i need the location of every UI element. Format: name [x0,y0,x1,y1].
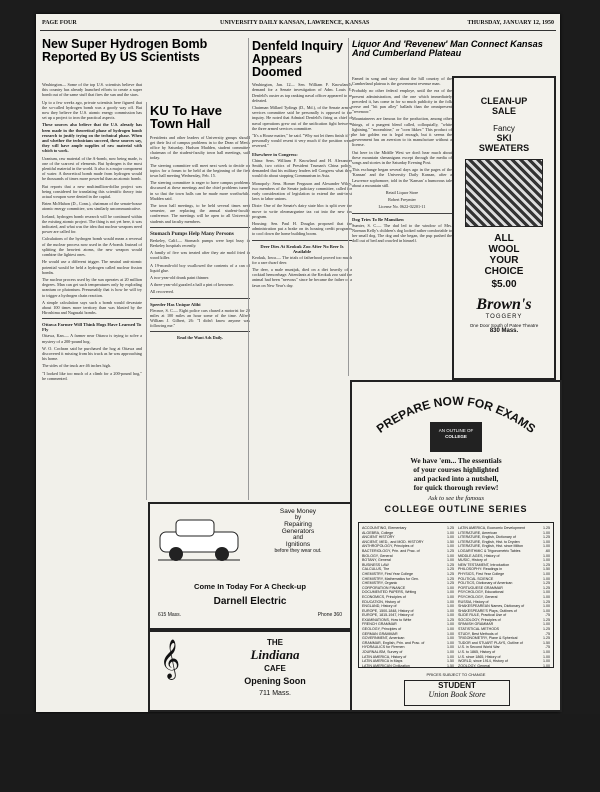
store-name: STUDENT [438,681,476,690]
car-icon [156,514,242,564]
ad-line: THE [267,638,283,647]
outline-subject: LATIN AMERICAN Civilization [362,663,410,668]
newspaper-title: UNIVERSITY DAILY KANSAN, LAWRENCE, KANSAS [220,20,370,26]
store-logo [404,680,510,706]
article-paragraph: Presidents and other leaders of University groups should get their list of campus problems in to the Dean of Men's office by Saturday. Hudson Madden, student committee chairman of the student-faculty town hall meetings, said today. [150,134,250,161]
outline-price: 1.00 [447,627,454,632]
prices-note: PRICES SUBJECT TO CHANGE [426,672,486,677]
outline-subject: LITERATURE, American [458,530,498,535]
arc-heading-text: PREPARE NOW FOR EXAMS [373,393,539,436]
article-paragraph: The steering committee is eager to have campus problems discussed at these meetings and the chief problems turned in so that the town halls can be made more worthwhile. Madden said. [150,180,250,201]
ad-line: SALE [491,106,516,116]
outline-price: 1.00 [447,622,454,627]
column-3 [248,38,352,500]
article-paragraph: China: Sens. William F. Knowland and H. Alexander Smith, two critics of President Truman's China policy, demanded that his military leaders tell Congress what they would do about stopping Communism in Asia. [252,157,352,179]
article-paragraph: Washington— Some of the top U.S. scientists believe that this country has already launched efforts to create a super bomb out of the same stuff that fires the sun and the stars. [42,82,142,98]
outline-price: .75 [545,645,550,650]
ad-line: and [292,535,303,541]
outline-table [358,522,554,668]
subhead-ottawa-hog: Ottawa Farmer Will Think Hogs Have Learned To Fly [42,322,142,333]
ad-address: 615 Mass. [158,612,182,618]
outline-price: 1.50 [543,640,550,645]
outline-price: 1.00 [447,645,454,650]
outline-price: .75 [545,631,550,636]
outline-price: 1.00 [543,594,550,599]
outline-price: 1.00 [543,576,550,581]
outline-subject: POLITICAL SCIENCE [458,576,494,581]
article-paragraph: "I looked like too much of a climb for a 200-pound hog," he commented. [42,370,142,381]
article-paragraph: All recovered. [150,289,174,295]
outline-subject: U.S. to 1865, History of [458,650,496,655]
ad-line: ALL [494,233,514,244]
outline-subject: U.S. in Second World War [458,645,500,650]
article-paragraph: Probably no other federal employe, until the era of the present administration, and the one which immediately preceded it, has come in for so much publicity in the folk verse and "hit pan alley" ballads than the omnipresent "revenoor." [352,88,452,115]
outline-subject: LITERATURE, English, Dictionary of [458,535,516,540]
ad-line: before they wear out. [274,548,322,554]
outline-subject: PORTUGUESE GRAMMAR [458,585,503,590]
outline-price: 1.00 [447,650,454,655]
sweater-illustration [465,159,543,227]
outline-subject: GERMAN GRAMMAR [362,631,398,636]
article-paragraph: The nuclear process used by the sun operates at 20 million degrees. Man can get such temperatures only by exploding uranium or plutonium. Presumably that is how he will try to trigger a hydrogen chain reaction. [42,276,142,298]
outline-subject: STUDY, Best Methods of [458,631,498,636]
outline-subject: GRAMMAR, English, Prin. and Prac. of [362,640,425,645]
divider [252,240,352,241]
outline-subject: SPANISH GRAMMAR [458,622,494,627]
ad-business-name: Darnell Electric [213,596,287,607]
subhead-dog: Dog Tries To Be Mansiken [352,216,404,222]
ad-line: Ignitions [285,541,311,548]
outline-subject: EUROPE, 1500-1848, History of [362,608,414,613]
outline-price: 1.25 [447,581,454,586]
outline-price: 1.00 [543,590,550,595]
ad-address: One Door South of Patee Theatre [469,323,539,328]
article-paragraph: Housing: Sen. Paul H. Douglas proposed that the administration put a brake on its housing credit programs to cool down the home building boom. [252,220,352,237]
outline-price: 1.25 [447,562,454,567]
ad-ski-sweaters [452,76,556,380]
outline-subject: LITERATURE, English, Hist. to Dryden [458,539,520,544]
outline-price: 1.00 [543,604,550,609]
series-title: COLLEGE OUTLINE SERIES [384,504,528,514]
outline-subject: CALCULUS, The [362,567,390,572]
article-paragraph: Out here in the Middle West we don't hear much about these mountain shenanigans except through the media of songs and stories in the Saturday Evening Post. [352,149,452,166]
article-paragraph: Famed in song and story about the hill country of the Cumberland plateau is the government revenue man. [352,76,452,87]
outline-row [362,664,454,669]
article-paragraph: These sources also believe that the U.S. already has been made in the theoretical phase of hydrogen bomb research to justify trying on the technical phase. When and whether the technicians succeed, these sources say, they will have ample supplies of raw material with which to work. [42,122,142,154]
outline-subject: SOCIOLOGY, Principles of [458,617,501,622]
issue-date: THURSDAY, JANUARY 12, 1950 [467,20,554,26]
ad-line: WOOL [488,244,520,255]
ad-line: YOUR [489,255,519,266]
outline-price: 1.00 [447,631,454,636]
outline-price: 1.00 [543,558,550,563]
film-border [0,714,600,792]
outline-price: 1.50 [447,663,454,668]
ad-price: $5.00 [491,279,517,290]
outline-subject: POLITICS, Dictionary of American [458,581,513,586]
outline-price: 1.25 [543,526,550,530]
ad-line: and packed into a nutshell, [413,474,499,483]
outline-price: 1.00 [447,599,454,604]
book-title: COLLEGE [445,434,467,439]
column-4 [348,38,560,78]
outline-subject: GOVERNMENT, American [362,636,405,641]
outline-subject: FRENCH GRAMMAR [362,622,397,627]
divider [150,331,250,332]
outline-subject: EUROPE, 1815-1947, History of [362,613,414,618]
article-paragraph: Monopoly: Sens. Homer Ferguson and Alexander Wiley, two members of the Senate judiciary committee, called for early consideration of legislation to extend the anti-trust laws to labor unions. [252,180,352,202]
outline-subject: TRIGONOMETRY, Plane & Spherical [458,636,518,641]
outline-subject: ENGLAND, History of [362,604,397,609]
outline-price: 1.50 [447,539,454,544]
outline-subject: DOCUMENTED PAPERS, Writing [362,590,417,595]
ad-darnell-electric [148,502,352,630]
divider [352,213,452,214]
outline-subject: ANTHROPOLOGY, Principles of [362,544,414,549]
article-paragraph: Sumter, S. C.— The dad led to the window of Mrs. Norman Kelly's children's dog looked rather comfortable to her small dog. The dog and she began, the pup pushed the doll out of bed and crawled in himself. [352,222,452,244]
outline-price: .75 [545,613,550,618]
article-paragraph: A family of five was treated after they ate mold fried in wood killer. [150,250,250,261]
outline-subject: PHYSICS, First Year College [458,571,505,576]
article-paragraph: This exchange began several days ago in the pages of the 'Kansan' and the University Daily Kansan, after a Lawrence sophomore, told in the 'Kansan' a humorous tale about a mountain still. [352,167,452,188]
outline-price: 1.00 [447,608,454,613]
article-paragraph: W. O. Cochran said he purchased the hog at Ottawa and discovered it missing from his truck as he was approaching his home. [42,345,142,362]
ad-line: of your courses highlighted [413,465,499,474]
subhead-stomach-pumps: Stomach Pumps Help Many Persons [150,230,234,237]
subhead-deer: Deer Dies At Keokuk Zoo After No Beer Is Available [260,243,344,254]
outline-price: 1.25 [447,548,454,553]
outline-price: 1.00 [447,613,454,618]
article-paragraph: Up to a few weeks ago, private scientists here figured that the so-called hydrogen bomb was a goody way off. But now they believe the U.S. atomic energy commission has set up a project to iron the practical aspects. [42,99,142,121]
article-paragraph: Flecnoe, S. C.— Eight police cars chased a motorist for 20 miles at 100 miles an hour some of the time. Alfred William J. Gilbert, 26: "I didn't know anyone was following me." [150,307,250,329]
outline-price: 1.25 [447,576,454,581]
ad-line: Repairing [284,521,312,528]
outline-price: 1.50 [543,567,550,572]
ad-brand: Brown's [476,296,532,313]
car-illustration [156,514,242,564]
article-paragraph: A simple calculation says such a bomb would devastate about 100 times more territory than was blasted by the Hiroshima and Nagasaki bombs. [42,299,142,316]
article-paragraph: Iceland, hydrogen bomb research will be continued within the existing atomic project. The thing is not yet here, it was indicated, and what was the idea that nuclear weapons need power are called for. [42,213,142,235]
outline-subject: CHEMISTRY, First Year College [362,571,413,576]
article-paragraph: Keokuk, Iowa.— The trials of fatherhood proved too much for a rare dwarf deer. [252,254,352,265]
ad-lindiana-cafe [148,630,352,712]
divider [42,318,142,319]
outline-price: 1.00 [447,604,454,609]
article-paragraph: A three-year-old guzzled a half a pint of kerosene. [150,282,234,288]
article-paragraph: Calculations of the hydrogen bomb would mean a reversal of the nuclear process now used in the A-bomb. Instead of splitting the heaviest atoms, the new weapon would combine the lightest ones. [42,236,142,258]
article-paragraph: Brien McMahon (D., Conn.), chairman of the senate-house atomic energy committee, was similarly uncommunicative. [42,201,142,212]
outline-subject: BACTERIOLOGY, Prin. and Prac. of [362,548,420,553]
headline-liquor: Liquor And 'Revenew' Man Connect Kansas And Cumberland Plateau [352,39,543,59]
article-paragraph: "It's a House matter," he said. "Why not let them finish it? I personally would resent it very much if the position were reversed." [252,133,352,149]
outline-price: 1.25 [543,562,550,567]
outline-subject: BIOLOGY, General [362,553,393,558]
outline-subject: HYDRAULICS for Firemen [362,645,405,650]
outline-subject: CORPORATION FINANCE [362,585,406,590]
outline-price: 1.00 [543,650,550,655]
headline-hydrogen-bomb: New Super Hydrogen Bomb Reported By US Scientists [42,37,208,64]
outline-price: 1.00 [543,659,550,664]
outline-price: 1.00 [543,544,550,549]
ad-line: CHOICE [484,266,524,277]
article-paragraph: The steering committee will meet next week to decide on topics for a forum to be held at the beginning of the first town hall meeting Wednesday, Feb. 15. [150,162,250,178]
book-title: AN OUTLINE OF [438,428,474,433]
ad-line: Fancy [493,124,515,133]
ad-line: Opening Soon [244,676,306,686]
outline-price: 1.00 [447,530,454,535]
outline-price: 1.00 [447,535,454,540]
outline-price: 1.25 [447,567,454,572]
article-paragraph: The deer, a male muntjak, died on a diet heavily of a cocktail hemorrhage. Attendants at the Keokuk zoo said the animal had been "nervous" since he became the father of a fawn on New Year's day. [252,266,352,288]
article-paragraph: The sides of the truck are 46 inches high. [42,363,111,369]
outline-subject: LITERATURE, English, Hist. since Milton [458,544,524,549]
article-paragraph: A two-year-old drank paint thinner. [150,274,210,280]
outline-subject: WORLD, since 1914, History of [458,659,508,664]
ad-business-name: Lindiana [250,647,300,662]
outline-price: 1.00 [447,585,454,590]
outline-price: 1.25 [543,617,550,622]
outline-price: 1.25 [447,617,454,622]
headline-town-hall: KU To Have Town Hall [150,103,222,132]
signature: Retail Liquor Store [385,190,419,196]
outline-subject: LATIN AMERICA, History of [362,654,407,659]
outline-subject: SHAKESPEAREAN Names, Dictionary of [458,604,525,609]
article-paragraph: But reports that a new multimillion-dollar project was being considered for translating this scientific theory into actual weapon were denied in the capital. [42,183,142,200]
article-paragraph: Mountaineers are famous for the production, among other things, of a pungent blend called, colloquially, "white lightning," "moonshine," or "corn likker." This product of the fair golden ear is legal enough, but it seems the government has an aversion to its manufacture without a license. [352,116,452,148]
outline-subject: BUSINESS LAW [362,562,389,567]
outline-subject: JOURNALISM, Survey of [362,650,403,655]
outline-subject: BOTANY, General [362,558,391,563]
store-name: Union Book Store [428,690,486,699]
column-2 [146,102,250,500]
outline-price: 1.00 [447,594,454,599]
outline-subject: NEW TESTAMENT, Introduction [458,562,510,567]
ad-line: SKI [496,133,512,143]
outline-price: 1.00 [543,608,550,613]
outline-subject: PHILOSOPHY: Readings in [458,567,503,572]
column-4-body [348,76,452,376]
outline-subject: TUDOR and STUART PLAYS, Outline of [458,640,523,645]
ad-address: 830 Mass. [489,328,519,334]
article-paragraph: The town hall meetings, to be held several times next semester, are replacing the annual student-faculty conference. The meetings will be open to all University students and faculty members. [150,202,250,224]
music-note-icon: 𝄞 [160,639,181,679]
ad-phone: Phone 360 [317,612,342,618]
ad-line: CLEAN-UP [480,96,528,106]
ad-line: by [294,515,302,521]
outline-price: 1.00 [447,544,454,549]
outline-price: 1.00 [543,553,550,558]
article-paragraph: Ottawa, Kan.— A farmer near Ottawa is trying to solve a mystery of a 200-pound hog. [42,333,142,344]
ad-college-outline-series [350,380,562,712]
outline-price: 1.00 [447,640,454,645]
outline-subject: EDUCATION, History of [362,599,401,604]
headline-denfeld: Denfeld Inquiry Appears Doomed [252,39,343,79]
divider [150,227,250,228]
outline-subject: RUSSIA, History of [458,599,489,604]
ad-line: CAFE [264,664,286,673]
outline-price: 1.25 [543,581,550,586]
outline-price: 1.00 [543,622,550,627]
outline-subject: STATISTICAL METHODS [458,627,500,632]
article-paragraph: Chairman Millard Tydings (D., Md.), of the Senate armed services committee said he personally is opposed to the inquiry. He noted that Admiral Denfeld's firing as chief of naval operations grew out of the unification fight between the three armed services committee. [252,105,352,131]
outline-price: 1.00 [447,654,454,659]
outline-subject: ECONOMICS, Principles of [362,594,406,599]
ad-line: SWEATERS [478,143,530,153]
signature: License No. 0622-02201-11 [378,204,426,210]
article-paragraph: Dixie: One of the Senate's dairy state bloc is split over the move to write oleomargarine tax cut into the new tax program. [252,203,352,219]
subhead-congress: Elsewhere in Congress: [252,151,298,157]
article-paragraph: Uranium, raw material of the A-bomb, now being made, is one of the scarcest of elements. But hydrogen is the most plentiful material in the world. It also is a major component of water. A theoretical bomb made from hydrogen would be thousands of times more powerful than an atomic bomb. [42,155,142,182]
newspaper-page [36,14,560,712]
outline-price: 1.00 [543,654,550,659]
outline-price: 1.25 [447,526,454,530]
outline-price: 1.25 [543,535,550,540]
outline-subject: MUSIC, History of [458,558,487,563]
outline-price: .60 [545,548,550,553]
ad-line: We have 'em... The essentials [410,456,502,465]
want-ads-footer: Read the Want Ads Daily. [177,335,223,341]
column-1-body [42,82,142,708]
outline-subject: PSYCHOLOGY, General [458,594,498,599]
ad-address: 711 Mass. [259,690,291,697]
outline-subject: PSYCHOLOGY, Educational [458,590,504,595]
outline-price: 1.00 [447,553,454,558]
outline-price: 1.00 [447,636,454,641]
ad-brand-sub: TOGGERY [485,314,523,320]
outline-price: 1.00 [543,539,550,544]
ad-line: Save Money [279,508,317,515]
outline-subject: ACCOUNTING, Elementary [362,526,407,530]
outline-price: 1.00 [543,663,550,668]
ad-line: Ask to see the famous [428,495,484,502]
outline-subject: SHAKESPEARE'S Plays, Outlines of [458,608,517,613]
outline-price: 1.25 [447,571,454,576]
article-paragraph: A 19-month-old boy swallowed the contents of a can of liquid glue. [150,262,250,273]
signature: Robert Freymier [388,197,416,203]
outline-subject: MIDDLE AGES, History of [458,553,500,558]
outline-price: 1.25 [543,585,550,590]
subhead-speeder: Speeder Has Unique Alibi [150,301,201,307]
ad-line: Generators [281,528,315,535]
outline-subject: EXAMINATIONS, How to Write [362,617,412,622]
article-paragraph: Washington, Jan. 12— Sen. William F. Knowland's demand for a Senate investigation of Adm. Louis E. Denfeld's ouster as top ranking naval officer appeared to be defeated. [252,82,352,103]
outline-price: 1.00 [447,590,454,595]
outline-subject: ZOOLOGY, General [458,663,491,668]
outline-price: 1.25 [543,636,550,641]
article-paragraph: He would use a different trigger. The neutral anti-atomic potential would be held a hydrogen called nuclear fission bombs. [42,259,142,275]
outline-subject: LATIN AMERICA, Economic Development [458,526,526,530]
outline-subject: LOGARITHMIC & Trigonometric Tables [458,548,521,553]
outline-subject: GEOLOGY, Principles of [362,627,402,632]
outline-price: 1.00 [447,558,454,563]
outline-subject: ANCIENT HISTORY [362,535,395,540]
outline-price: 1.25 [543,627,550,632]
outline-price: 1.50 [447,659,454,664]
outline-column-left [362,526,454,668]
outline-subject: CHEMISTRY, Mathematics for Gen. [362,576,419,581]
article-paragraph: Berkeley, Calif.— Stomach pumps were kept busy in Berkeley hospitals recently. [150,237,250,248]
outline-subject: LATIN AMERICA in Maps [362,659,403,664]
masthead [40,20,556,31]
ad-cta: Come In Today For A Check-up [194,582,306,591]
divider [150,298,250,299]
outline-column-right [458,526,550,668]
outline-price: 1.00 [543,530,550,535]
outline-row [458,664,550,669]
outline-subject: CHEMISTRY, Organic [362,581,398,586]
outline-subject: U.S. since 1865, History of [458,654,501,659]
outline-subject: ANCIENT, MED., and MOD. HISTORY [362,539,424,544]
outline-subject: ALGEBRA, College [362,530,394,535]
outline-subject: SLIDE RULE, Practical Use of [458,613,507,618]
book-illustration [430,422,482,452]
outline-price: 1.25 [543,599,550,604]
ad-line: for quick thorough review! [413,483,499,492]
page-number: PAGE FOUR [42,20,77,26]
outline-price: 1.00 [543,571,550,576]
